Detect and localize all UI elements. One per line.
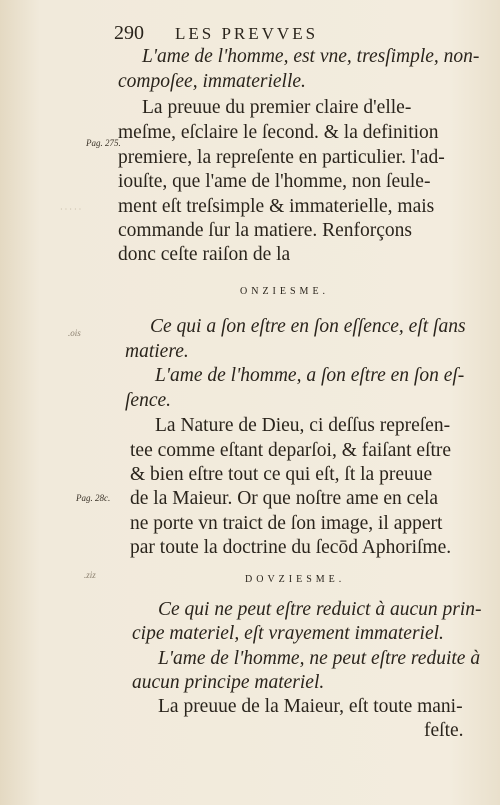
show-through-text: · · · · · <box>60 205 82 214</box>
text-line: matiere. <box>125 341 189 362</box>
text-line: de la Maieur. Or que noſtre ame en cela <box>130 488 439 509</box>
text-line: par toute la doctrine du ſecōd Aphoriſme. <box>130 537 452 558</box>
margin-note-page-ref: Pag. 275. <box>86 138 121 148</box>
text-line: ſence. <box>125 390 172 411</box>
text-line: feſte. <box>424 720 464 741</box>
text-line: premiere, la repreſente en particulier. l'ad- <box>118 147 445 168</box>
margin-note-faint: .ziz <box>84 570 96 580</box>
text-line: La preuue du premier claire d'elle- <box>142 97 412 118</box>
text-line: La Nature de Dieu, ci deſſus repreſen- <box>155 415 451 436</box>
text-line: ne porte vn traict de ſon image, il appert <box>130 513 443 534</box>
text-line: L'ame de l'homme, est vne, tresſimple, non- <box>142 46 480 67</box>
text-line: tee comme eſtant deparſoi, & faiſant eſtre <box>130 440 452 461</box>
text-line: Ce qui ne peut eſtre reduict à aucun prin- <box>158 599 482 620</box>
text-line: compoſee, immaterielle. <box>118 71 306 92</box>
text-line: commande ſur la matiere. Renforçons <box>118 220 413 241</box>
text-line: Ce qui a ſon eſtre en ſon eſſence, eſt ſans <box>150 316 466 337</box>
margin-note-faint: .ois <box>68 328 81 338</box>
text-line: ment eſt treſsimple & immaterielle, mais <box>118 196 435 217</box>
text-line: cipe materiel, eſt vrayement immateriel. <box>132 623 444 644</box>
section-heading: ONZIESME. <box>240 286 330 297</box>
text-line: & bien eſtre tout ce qui eſt, ſt la preuue <box>130 464 433 485</box>
section-heading: DOVZIESME. <box>245 574 346 585</box>
text-line: iouſte, que l'ame de l'homme, non ſeule- <box>118 171 431 192</box>
text-line: meſme, eſclaire le ſecond. & la definition <box>118 122 439 143</box>
text-line: L'ame de l'homme, ne peut eſtre reduite à <box>158 648 481 669</box>
running-title: LES PREVVES <box>175 24 319 43</box>
page-number: 290 <box>114 22 144 44</box>
text-line: La preuue de la Maieur, eſt toute mani- <box>158 696 463 717</box>
margin-note-page-ref: Pag. 28c. <box>76 493 111 503</box>
text-line: aucun principe materiel. <box>132 672 325 693</box>
text-line: L'ame de l'homme, a ſon eſtre en ſon eſ- <box>155 365 465 386</box>
text-line: donc ceſte raiſon de la <box>118 244 291 265</box>
